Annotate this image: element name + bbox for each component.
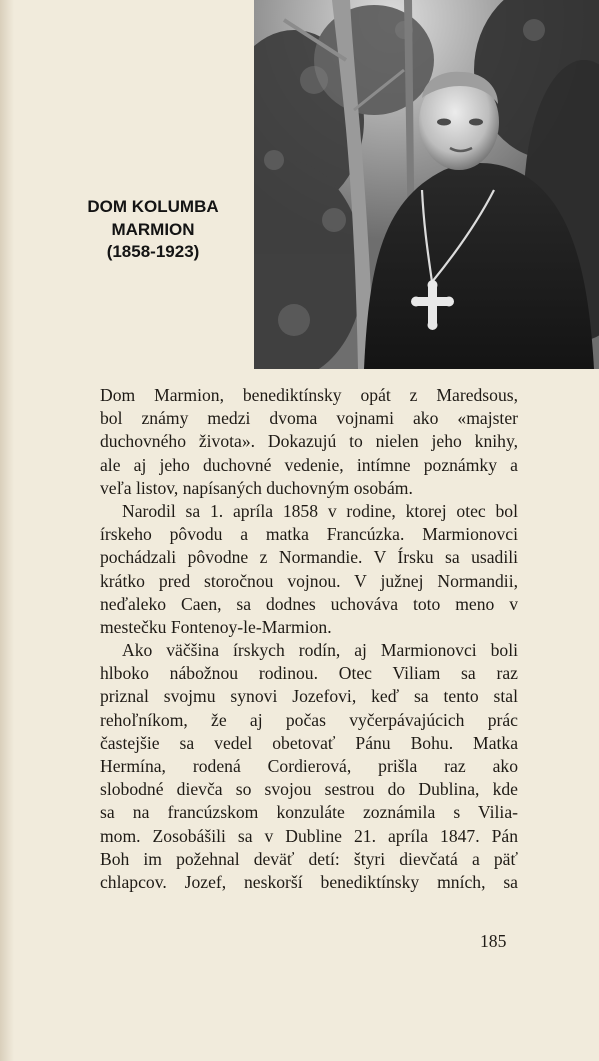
caption-years: (1858-1923) [106, 242, 200, 261]
text-line: pochádzali pôvodne z Normandie. V Írsku sa usadili [100, 547, 518, 568]
text-line: bol známy medzi dvoma vojnami ako «majster [100, 408, 518, 429]
text-line: ale aj jeho duchovné vedenie, intímne poznámky a [100, 454, 518, 475]
text-line: írskeho pôvodu a matka Francúzka. Marmionovci [100, 524, 518, 545]
text-line: hlboko nábožnou rodinou. Otec Viliam sa raz [100, 663, 518, 684]
caption-name-line-2: MARMION [111, 219, 195, 239]
text-line: Hermína, rodená Cordierová, prišla raz ako [100, 756, 518, 776]
text-line: častejšie sa vedel obetovať Pánu Bohu. Matka [100, 732, 518, 753]
body-text [100, 384, 518, 894]
text-line: krátko pred storočnou vojnou. V južnej Normandii, [100, 570, 518, 591]
text-line: priznal svojmu synovi Jozefovi, keď sa tento stal [100, 686, 518, 707]
portrait-photo-drawing [254, 0, 599, 369]
page-number: 185 [480, 931, 507, 951]
text-line: rehoľníkom, že aj počas vyčerpávajúcich prác [100, 709, 518, 730]
text-line: sa na francúzskom konzuláte zoznámila s Vilia- [100, 802, 518, 823]
page-gutter-shadow [0, 0, 14, 1061]
text-line: duchovného života». Dokazujú to nielen jeho knihy, [100, 431, 518, 452]
text-line: mestečku Fontenoy-le-Marmion. [100, 616, 332, 637]
portrait-caption [74, 196, 232, 264]
caption-name-line-1: DOM KOLUMBA [87, 197, 219, 216]
text-line: Ako väčšina írskych rodín, aj Marmionovci boli [122, 640, 518, 661]
text-line: Narodil sa 1. apríla 1858 v rodine, ktorej otec bol [122, 500, 518, 521]
text-line: Dom Marmion, benediktínsky opát z Maredsous, [100, 385, 518, 405]
text-line: neďaleko Caen, sa dodnes uchováva toto meno v [100, 593, 518, 614]
portrait-photo [254, 0, 599, 369]
text-line: mom. Zosobášili sa v Dubline 21. apríla 1847. Pán [100, 825, 518, 846]
text-line: Boh im požehnal deväť detí: štyri dievčatá a päť [100, 848, 518, 869]
text-line: slobodné dievča so svojou sestrou do Dublina, kde [100, 779, 518, 800]
text-line: veľa listov, napísaných duchovným osobám. [100, 477, 413, 498]
text-line: chlapcov. Jozef, neskorší benediktínsky mních, sa [100, 871, 518, 892]
